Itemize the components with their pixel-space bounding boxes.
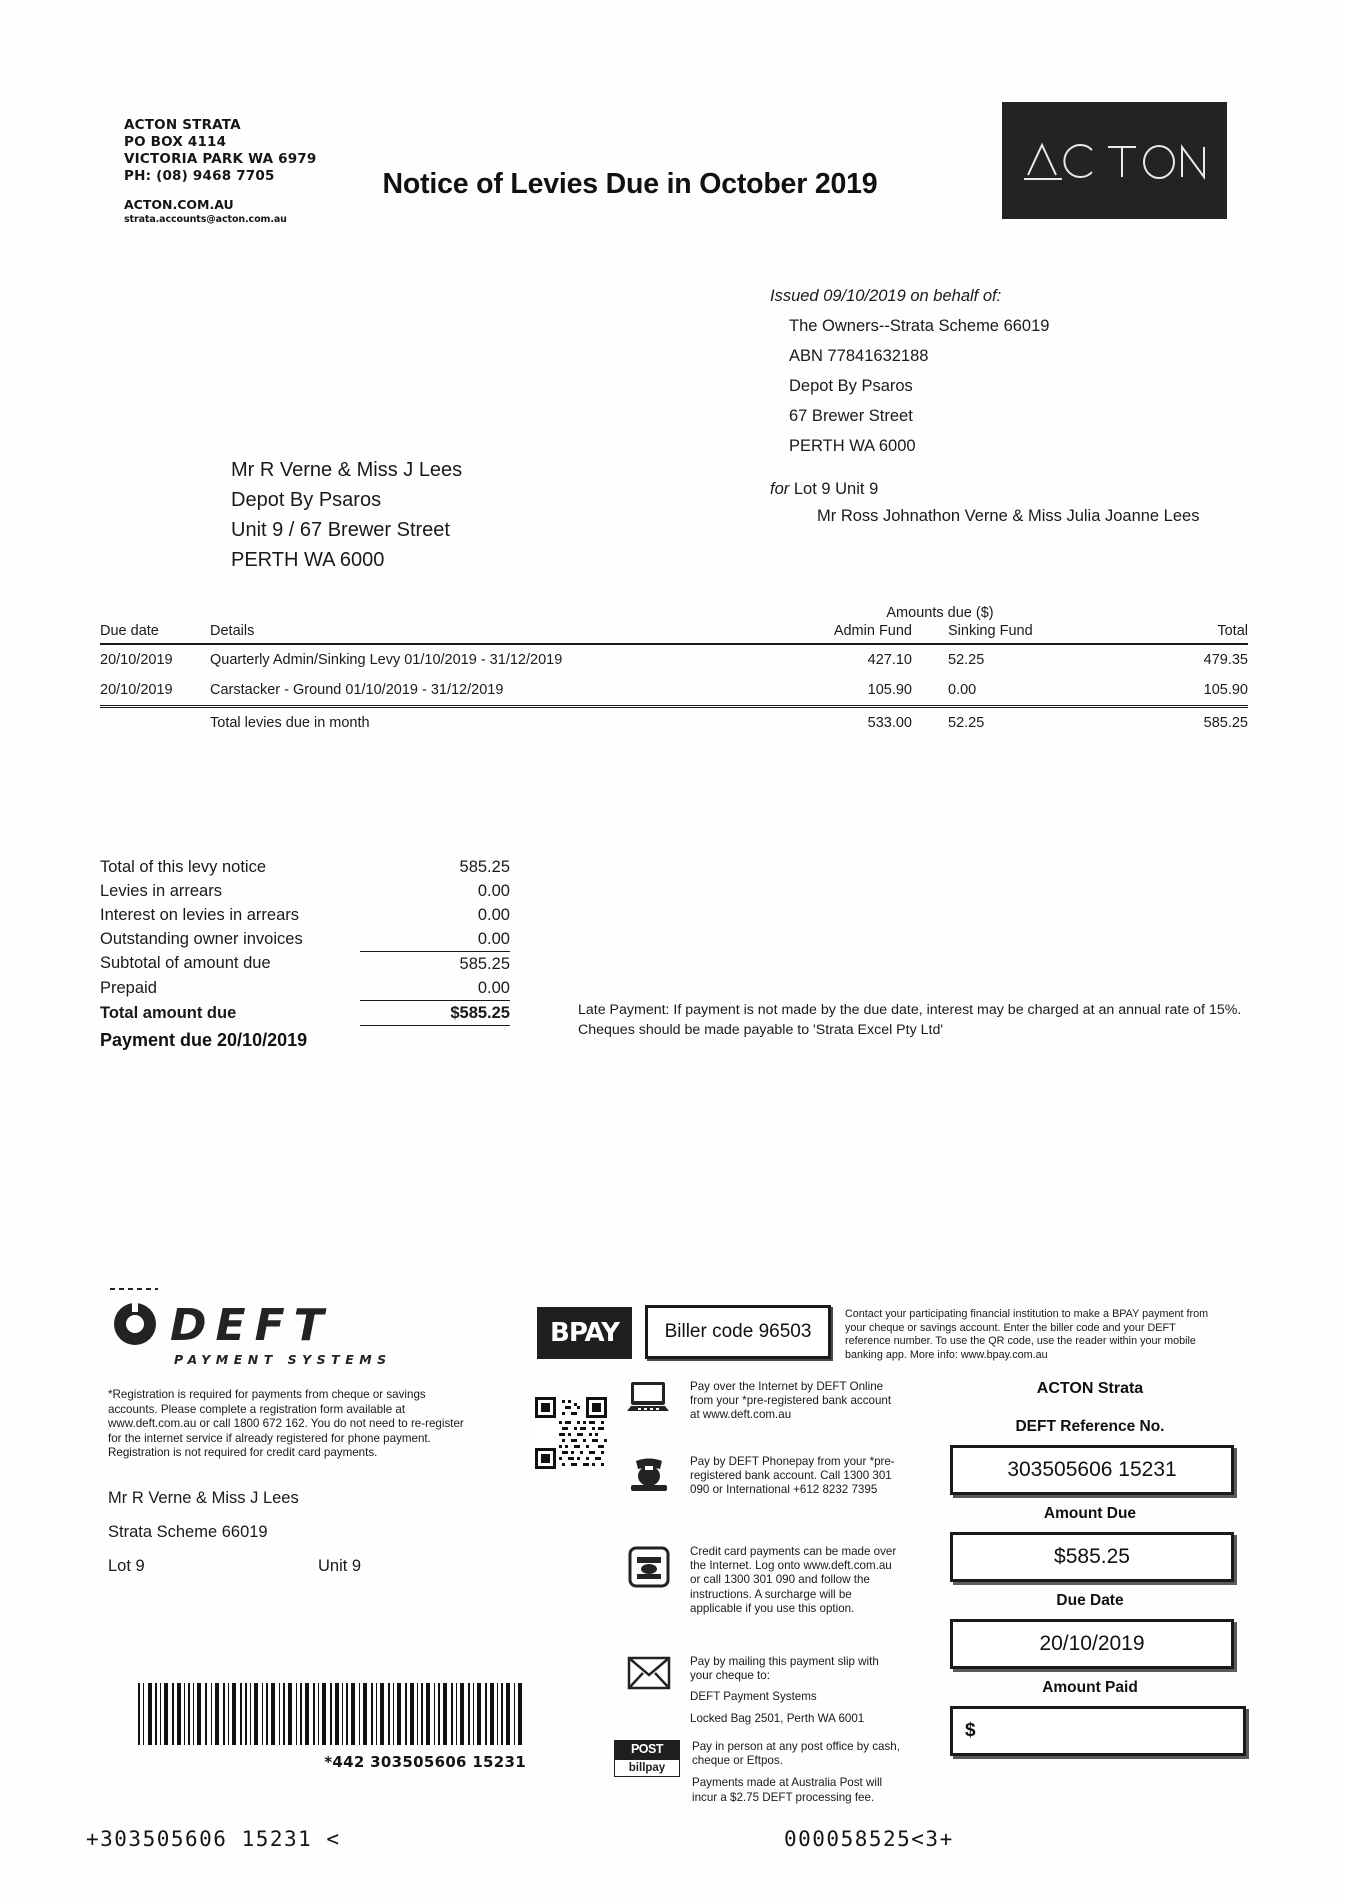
payment-method-mail-text (690, 1655, 902, 1726)
recipient-line-3: PERTH WA 6000 (231, 549, 385, 571)
barcode-number: *442 303505606 15231 (324, 1753, 526, 1771)
bpay-description: Contact your participating financial institution to make a BPAY payment from your cheque or savings account. Enter the biller code and your DEFT reference number. To use the QR code, use the reader within your mobile banking app. More info: www.bpay.com.au (845, 1308, 1209, 1361)
slip-lot: Lot 9 (108, 1557, 145, 1575)
payment-method-post-text (692, 1740, 908, 1805)
ocr-line-left: +303505606 15231 < (86, 1827, 341, 1851)
sender-email: strata.accounts@acton.com.au (124, 214, 287, 225)
col-header-details: Details (210, 623, 255, 639)
summary-row (100, 952, 510, 977)
acton-logo (1002, 102, 1227, 219)
cell-admin-fund: 105.90 (867, 682, 912, 698)
qr-code (535, 1378, 607, 1488)
due-date-label: Due Date (1056, 1592, 1124, 1609)
issued-for-line (770, 474, 1240, 504)
reference-value-box: 303505606 15231 (950, 1445, 1234, 1495)
cell-details: Quarterly Admin/Sinking Levy 01/10/2019 - 31/12/2019 (210, 644, 782, 675)
payment-method-phone (620, 1455, 902, 1498)
payment-due-text: Payment due 20/10/2019 (100, 1030, 308, 1050)
amounts-due-header: Amounts due ($) (886, 605, 994, 621)
summary-total-label: Total amount due (100, 1003, 237, 1022)
cell-due-date: 20/10/2019 (100, 644, 210, 675)
slip-unit: Unit 9 (318, 1557, 362, 1575)
summary-value: 585.25 (360, 952, 510, 977)
summary-label: Interest on levies in arrears (100, 905, 300, 924)
biller-code-box: Biller code 96503 (645, 1305, 831, 1359)
credit-card-icon (620, 1545, 678, 1616)
sender-line-0: ACTON STRATA (124, 117, 241, 133)
summary-label: Outstanding owner invoices (100, 929, 303, 948)
summary-label: Subtotal of amount due (100, 954, 271, 973)
bpay-logo (537, 1307, 632, 1359)
cell-admin-fund: 427.10 (782, 644, 938, 675)
sender-line-3: PH: (08) 9468 7705 (124, 168, 275, 184)
page-title: Notice of Levies Due in October 2019 (382, 168, 878, 200)
cell-sinking-fund: 52.25 (938, 644, 1098, 675)
issued-line-3: 67 Brewer Street (789, 407, 913, 425)
summary-value: 0.00 (477, 929, 510, 948)
payment-method-post-office (614, 1740, 908, 1805)
slip-payer-name: Mr R Verne & Miss J Lees (108, 1489, 299, 1507)
payment-method-text: Pay by DEFT Phonepay from your *pre-registered bank account. Call 1300 301 090 or International +612 8232 7395 (690, 1455, 895, 1497)
total-row-admin-fund: 533.00 (782, 707, 938, 739)
payment-method-credit-card (620, 1545, 902, 1616)
post-line-2: Payments made at Australia Post will incur a $2.75 DEFT processing fee. (692, 1776, 883, 1804)
slip-scheme: Strata Scheme 66019 (108, 1523, 268, 1541)
summary-row (100, 927, 510, 952)
issued-line-0: The Owners--Strata Scheme 66019 (789, 317, 1050, 335)
summary-label: Total of this levy notice (100, 857, 266, 876)
bpay-logo-text: BPAY (550, 1318, 619, 1348)
amount-summary-block (100, 855, 510, 1031)
deft-ring-icon (108, 1300, 164, 1352)
deft-tagline: PAYMENT SYSTEMS (174, 1352, 392, 1367)
summary-row (100, 855, 510, 879)
cell-total: 479.35 (1098, 644, 1248, 675)
issued-lead: Issued 09/10/2019 on behalf of: (770, 287, 1002, 305)
issued-line-2: Depot By Psaros (789, 377, 913, 395)
late-payment-line1: Late Payment: If payment is not made by the due date, interest may be charged at an annual rate of 15%. (578, 1002, 1242, 1018)
ocr-line-right: 000058525<3+ (784, 1827, 954, 1851)
mail-line-2: DEFT Payment Systems (690, 1690, 817, 1704)
table-total-row (100, 707, 1248, 739)
table-row (100, 675, 1248, 707)
telephone-icon (620, 1455, 678, 1498)
due-date-value-box: 20/10/2019 (950, 1619, 1234, 1669)
summary-total-row (100, 1001, 510, 1026)
summary-value: 0.00 (477, 978, 510, 997)
cell-sinking-fund: 0.00 (948, 682, 977, 698)
summary-label: Prepaid (100, 978, 157, 997)
cell-details: Carstacker - Ground 01/10/2019 - 31/12/2019 (210, 682, 504, 698)
col-header-sinking-fund: Sinking Fund (948, 623, 1033, 639)
for-owner-names: Mr Ross Johnathon Verne & Miss Julia Joanne Lees (817, 507, 1200, 525)
deft-registration-note: *Registration is required for payments from cheque or savings accounts. Please complete a registration form available at www.deft.com.au or call 1800 672 162. You do not need to re-register for the internet service if already registered for phone payment. Registration is not required for credit card payments. (108, 1388, 464, 1460)
amount-paid-label: Amount Paid (1042, 1679, 1138, 1696)
recipient-line-2: Unit 9 / 67 Brewer Street (231, 519, 450, 541)
summary-value: 585.25 (459, 857, 510, 876)
slip-biller-name: ACTON Strata (1036, 1380, 1144, 1397)
auspost-logo-line1: POST (614, 1740, 680, 1759)
perforation-marks (110, 1288, 158, 1290)
summary-value: 0.00 (477, 905, 510, 924)
sender-line-1: PO BOX 4114 (124, 134, 227, 150)
sender-line-2: VICTORIA PARK WA 6979 (124, 151, 317, 167)
deft-wordmark: DEFT (170, 1300, 333, 1351)
for-label: for (770, 480, 790, 498)
sender-contact-block (124, 197, 414, 227)
table-group-header-row (100, 605, 1248, 623)
col-header-due-date: Due date (100, 623, 159, 639)
summary-row (100, 976, 510, 1001)
cell-due-date: 20/10/2019 (100, 682, 173, 698)
auspost-logo-line2: billpay (614, 1759, 680, 1777)
payment-method-internet (620, 1380, 902, 1423)
sender-website: ACTON.COM.AU (124, 197, 234, 212)
levies-table (100, 605, 1248, 738)
total-row-sinking-fund: 52.25 (938, 707, 1098, 739)
slip-payer-block (108, 1481, 528, 1583)
reference-label: DEFT Reference No. (1015, 1418, 1165, 1435)
barcode (136, 1683, 526, 1745)
recipient-line-0: Mr R Verne & Miss J Lees (231, 459, 463, 481)
recipient-line-1: Depot By Psaros (231, 489, 382, 511)
payment-method-mail (620, 1655, 902, 1726)
slip-lot-unit-row (108, 1549, 528, 1583)
col-header-total: Total (1217, 623, 1248, 639)
table-row (100, 644, 1248, 675)
envelope-icon (620, 1655, 678, 1726)
issued-line-4: PERTH WA 6000 (789, 437, 916, 455)
cell-total: 105.90 (1203, 682, 1248, 698)
post-line-1: Pay in person at any post office by cash, cheque or Eftpos. (692, 1740, 900, 1768)
payment-method-text: Pay over the Internet by DEFT Online from your *pre-registered bank account at www.deft.com.au (690, 1380, 892, 1422)
auspost-billpay-icon (614, 1740, 680, 1805)
table-header-row (100, 623, 1248, 644)
summary-total-value: $585.25 (360, 1001, 510, 1026)
deft-logo (108, 1300, 508, 1367)
late-payment-notice (578, 1001, 1256, 1040)
total-row-total: 585.25 (1098, 707, 1248, 739)
summary-row (100, 903, 510, 927)
mail-line-1: Pay by mailing this payment slip with your cheque to: (690, 1655, 879, 1683)
summary-value: 0.00 (477, 881, 510, 900)
issued-line-1: ABN 77841632188 (789, 347, 929, 365)
col-header-admin-fund: Admin Fund (833, 623, 912, 639)
recipient-address-block (231, 455, 661, 575)
computer-icon (620, 1380, 678, 1423)
summary-row (100, 879, 510, 903)
total-row-label: Total levies due in month (210, 707, 782, 739)
mail-line-3: Locked Bag 2501, Perth WA 6001 (690, 1711, 865, 1725)
amount-paid-input-box[interactable]: $ (950, 1706, 1246, 1756)
issued-on-behalf-block (770, 281, 1240, 528)
amount-due-value-box: $585.25 (950, 1532, 1234, 1582)
late-payment-line2: Cheques should be made payable to 'Strata Excel Pty Ltd' (578, 1021, 944, 1038)
summary-label: Levies in arrears (100, 881, 222, 900)
amount-due-label: Amount Due (1043, 1505, 1137, 1522)
payment-method-text: Credit card payments can be made over the Internet. Log onto www.deft.com.au or call 1300 301 090 and follow the instructions. A surcharge will be applicable if you use this option. (690, 1545, 897, 1615)
for-lot-unit: Lot 9 Unit 9 (793, 480, 879, 498)
